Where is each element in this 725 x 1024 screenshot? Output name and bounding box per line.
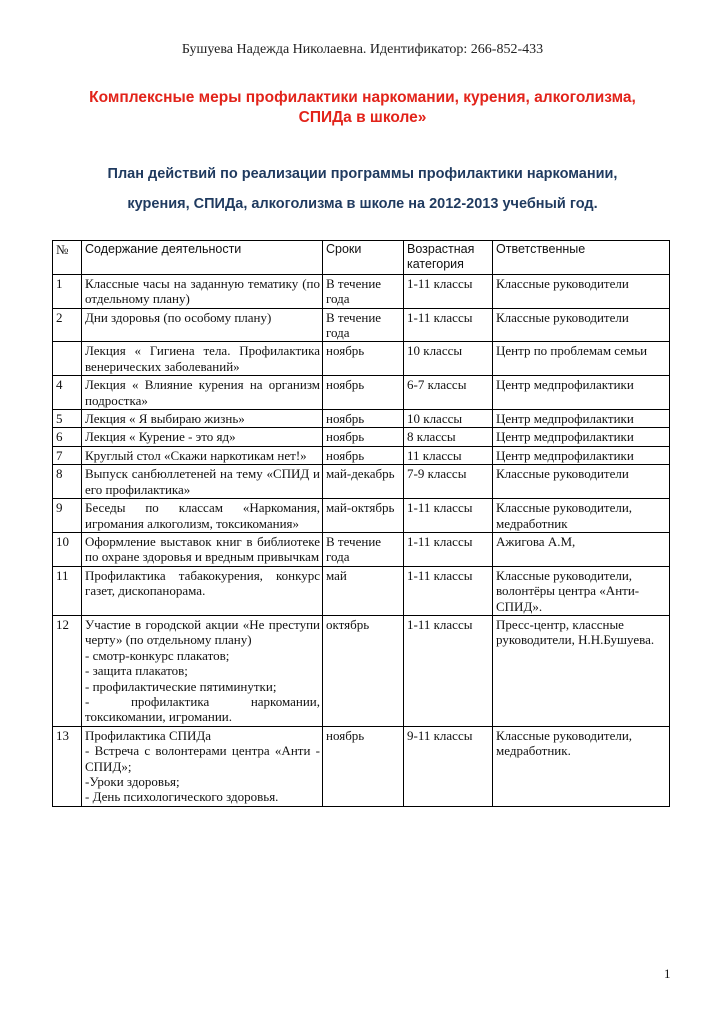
cell-age-category: 10 классы <box>404 342 493 376</box>
cell-responsible: Классные руководители, волонтёры центра «Анти-СПИД». <box>493 566 670 615</box>
cell-age-category: 1-11 классы <box>404 615 493 726</box>
table-row <box>53 308 670 342</box>
cell-age-category: 1-11 классы <box>404 308 493 342</box>
cell-content: Выпуск санбюллетеней на тему «СПИД и его профилактика» <box>82 465 323 499</box>
cell-responsible: Классные руководители <box>493 465 670 499</box>
cell-terms: ноябрь <box>323 446 404 464</box>
cell-responsible: Центр медпрофилактики <box>493 446 670 464</box>
cell-age-category: 1-11 классы <box>404 532 493 566</box>
document-subtitle <box>40 159 685 219</box>
cell-terms: май-октябрь <box>323 499 404 533</box>
cell-content: Профилактика СПИДа - Встреча с волонтерами центра «Анти - СПИД»; -Уроки здоровья; - День психологического здоровья. <box>82 726 323 806</box>
table-row <box>53 566 670 615</box>
cell-age-category: 1-11 классы <box>404 566 493 615</box>
document-title-line-1: Комплексные меры профилактики наркомании, курения, алкоголизма, <box>89 89 636 106</box>
document-title-line-2: СПИДа в школе» <box>298 109 427 126</box>
cell-terms: ноябрь <box>323 342 404 376</box>
cell-content: Дни здоровья (по особому плану) <box>82 308 323 342</box>
cell-responsible: Классные руководители <box>493 274 670 308</box>
cell-number: 11 <box>53 566 82 615</box>
cell-responsible: Классные руководители, медработник. <box>493 726 670 806</box>
table-row <box>53 446 670 464</box>
cell-terms: ноябрь <box>323 726 404 806</box>
table-row <box>53 376 670 410</box>
cell-content: Лекция « Курение - это яд» <box>82 428 323 446</box>
table-row <box>53 410 670 428</box>
cell-content: Лекция « Я выбираю жизнь» <box>82 410 323 428</box>
cell-content: Профилактика табакокурения, конкурс газет, дископанорама. <box>82 566 323 615</box>
cell-age-category: 8 классы <box>404 428 493 446</box>
cell-terms: ноябрь <box>323 376 404 410</box>
table-row <box>53 428 670 446</box>
cell-age-category: 1-11 классы <box>404 274 493 308</box>
cell-age-category: 1-11 классы <box>404 499 493 533</box>
cell-terms: октябрь <box>323 615 404 726</box>
table-row <box>53 499 670 533</box>
document-title <box>40 88 685 128</box>
cell-number: 4 <box>53 376 82 410</box>
cell-number: 10 <box>53 532 82 566</box>
cell-age-category: 10 классы <box>404 410 493 428</box>
cell-number: 6 <box>53 428 82 446</box>
cell-responsible: Классные руководители, медработник <box>493 499 670 533</box>
cell-content: Круглый стол «Скажи наркотикам нет!» <box>82 446 323 464</box>
cell-number: 1 <box>53 274 82 308</box>
author-header: Бушуева Надежда Николаевна. Идентификатор: 266-852-433 <box>181 42 544 57</box>
document-subtitle-line-1: План действий по реализации программы профилактики наркомании, <box>107 166 618 182</box>
cell-responsible: Центр по проблемам семьи <box>493 342 670 376</box>
header-age-category: Возрастная категория <box>404 241 493 275</box>
cell-content: Участие в городской акции «Не преступи черту» (по отдельному плану) - смотр-конкурс плакатов; - защита плакатов; - профилактические пятиминутки; - профилактика наркомании, токсикомании, игромании. <box>82 615 323 726</box>
table-row <box>53 465 670 499</box>
cell-terms: В течение года <box>323 308 404 342</box>
cell-responsible: Центр медпрофилактики <box>493 410 670 428</box>
cell-number <box>53 342 82 376</box>
table-row <box>53 615 670 726</box>
cell-number: 12 <box>53 615 82 726</box>
table-row <box>53 726 670 806</box>
cell-responsible: Центр медпрофилактики <box>493 428 670 446</box>
cell-age-category: 7-9 классы <box>404 465 493 499</box>
table-body <box>53 274 670 806</box>
cell-content: Лекция « Гигиена тела. Профилактика венерических заболеваний» <box>82 342 323 376</box>
cell-number: 13 <box>53 726 82 806</box>
document-subtitle-line-2: курения, СПИДа, алкоголизма в школе на 2012-2013 учебный год. <box>127 196 598 212</box>
table-row <box>53 532 670 566</box>
cell-responsible: Классные руководители <box>493 308 670 342</box>
table-header-row <box>53 241 670 275</box>
cell-responsible: Ажигова А.М, <box>493 532 670 566</box>
cell-responsible: Пресс-центр, классные руководители, Н.Н.Бушуева. <box>493 615 670 726</box>
header-number: № <box>53 241 82 275</box>
cell-terms: май-декабрь <box>323 465 404 499</box>
header-responsible: Ответственные <box>493 241 670 275</box>
cell-terms: В течение года <box>323 532 404 566</box>
cell-number: 5 <box>53 410 82 428</box>
cell-responsible: Центр медпрофилактики <box>493 376 670 410</box>
cell-number: 8 <box>53 465 82 499</box>
table-row <box>53 274 670 308</box>
cell-number: 2 <box>53 308 82 342</box>
cell-terms: В течение года <box>323 274 404 308</box>
table-row <box>53 342 670 376</box>
page-number: 1 <box>664 966 671 981</box>
cell-age-category: 11 классы <box>404 446 493 464</box>
cell-terms: ноябрь <box>323 428 404 446</box>
header-terms: Сроки <box>323 241 404 275</box>
cell-content: Оформление выставок книг в библиотеке по охране здоровья и вредным привычкам <box>82 532 323 566</box>
cell-age-category: 9-11 классы <box>404 726 493 806</box>
cell-content: Беседы по классам «Наркомания, игромания алкоголизм, токсикомания» <box>82 499 323 533</box>
cell-content: Классные часы на заданную тематику (по отдельному плану) <box>82 274 323 308</box>
cell-age-category: 6-7 классы <box>404 376 493 410</box>
header-content: Содержание деятельности <box>82 241 323 275</box>
cell-content: Лекция « Влияние курения на организм подростка» <box>82 376 323 410</box>
cell-terms: ноябрь <box>323 410 404 428</box>
cell-terms: май <box>323 566 404 615</box>
cell-number: 7 <box>53 446 82 464</box>
action-plan-table <box>52 240 670 807</box>
cell-number: 9 <box>53 499 82 533</box>
